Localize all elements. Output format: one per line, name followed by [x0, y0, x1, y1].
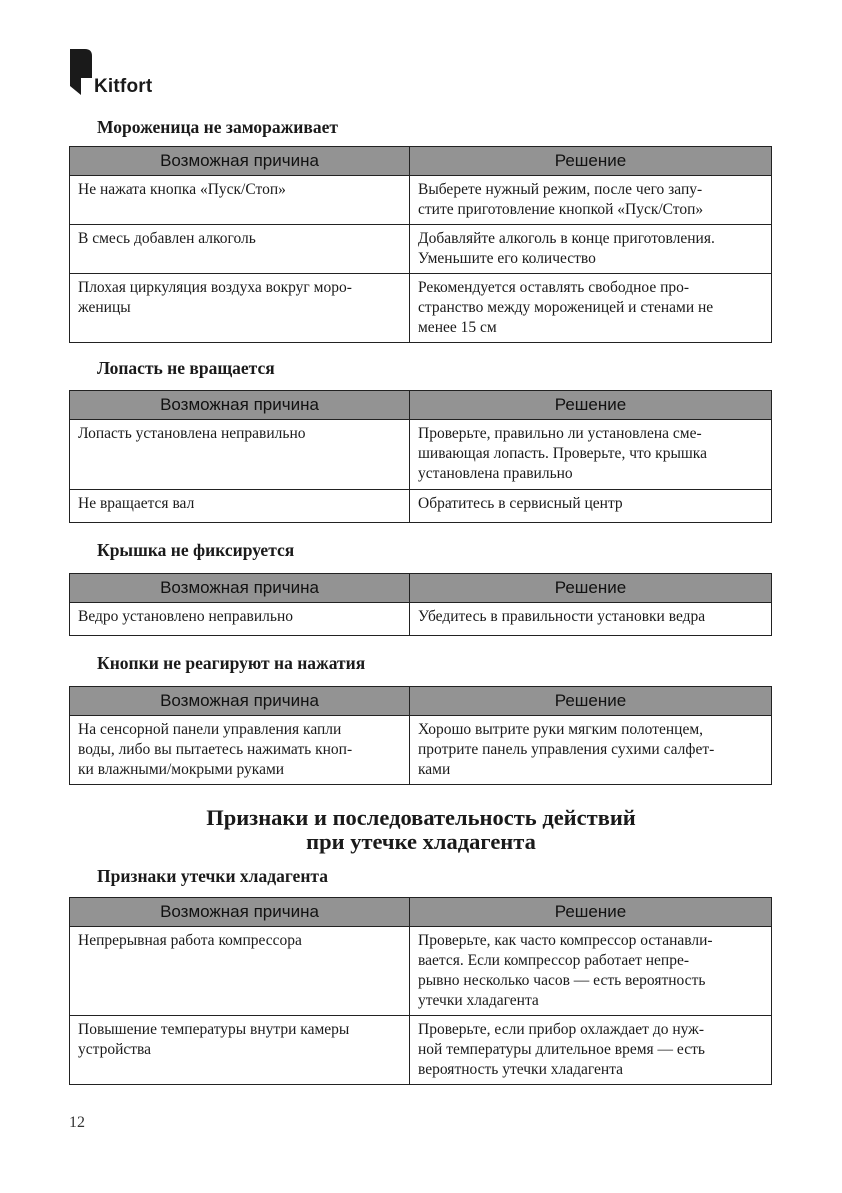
solution-cell: Хорошо вытрите руки мягким полотенцем, протрите панель управления сухими салфет- ками: [410, 716, 772, 785]
section-title: Признаки утечки хладагента: [97, 866, 328, 886]
column-header-cause: Возможная причина: [70, 687, 410, 716]
brand-name: Kitfort: [94, 76, 153, 97]
section-ice-cream-not-freezing: [69, 114, 771, 343]
page-number: 12: [69, 1114, 85, 1131]
table-header-row: [70, 147, 772, 176]
table-row: [70, 716, 772, 785]
cause-cell: Не вращается вал: [70, 490, 410, 523]
troubleshooting-table: [69, 146, 772, 343]
table-header-row: [70, 391, 772, 420]
section-lid-not-locking: [69, 537, 771, 636]
main-heading-line-2: при утечке хладагента: [306, 829, 536, 854]
table-row: [70, 1016, 772, 1085]
column-header-solution: Решение: [410, 574, 772, 603]
table-row: [70, 176, 772, 225]
column-header-cause: Возможная причина: [70, 147, 410, 176]
section-refrigerant-leak-signs: [69, 863, 771, 1085]
table-row: [70, 927, 772, 1016]
column-header-solution: Решение: [410, 147, 772, 176]
cause-cell: На сенсорной панели управления капли воды, либо вы пытаетесь нажимать кноп- ки влажными/мокрыми руками: [70, 716, 410, 785]
solution-cell: Проверьте, если прибор охлаждает до нуж- ной температуры длительное время — есть вероятность утечки хладагента: [410, 1016, 772, 1085]
table-row: [70, 274, 772, 343]
cause-cell: Повышение температуры внутри камеры устройства: [70, 1016, 410, 1085]
solution-cell: Убедитесь в правильности установки ведра: [410, 603, 772, 636]
column-header-cause: Возможная причина: [70, 898, 410, 927]
cause-cell: Лопасть установлена неправильно: [70, 420, 410, 490]
cause-cell: В смесь добавлен алкоголь: [70, 225, 410, 274]
solution-cell: Добавляйте алкоголь в конце приготовления. Уменьшите его количество: [410, 225, 772, 274]
solution-cell: Проверьте, правильно ли установлена сме- шивающая лопасть. Проверьте, что крышка установлена правильно: [410, 420, 772, 490]
solution-cell: Выберете нужный режим, после чего запу- стите приготовление кнопкой «Пуск/Стоп»: [410, 176, 772, 225]
cause-cell: Не нажата кнопка «Пуск/Стоп»: [70, 176, 410, 225]
table-header-row: [70, 574, 772, 603]
main-heading-line-1: Признаки и последовательность действий: [206, 805, 636, 830]
section-paddle-not-rotating: [69, 355, 771, 523]
table-header-row: [70, 898, 772, 927]
column-header-cause: Возможная причина: [70, 391, 410, 420]
table-row: [70, 420, 772, 490]
column-header-solution: Решение: [410, 391, 772, 420]
section-title: Лопасть не вращается: [97, 358, 275, 378]
section-buttons-not-responding: [69, 650, 771, 785]
kitfort-logo-mark-icon: [68, 48, 94, 98]
section-title: Мороженица не замораживает: [97, 117, 338, 137]
column-header-cause: Возможная причина: [70, 574, 410, 603]
cause-cell: Ведро установлено неправильно: [70, 603, 410, 636]
table-header-row: [70, 687, 772, 716]
solution-cell: Рекомендуется оставлять свободное про- странство между мороженицей и стенами не менее 15 см: [410, 274, 772, 343]
table-row: [70, 603, 772, 636]
section-title: Крышка не фиксируется: [97, 540, 295, 560]
troubleshooting-table: [69, 573, 772, 636]
troubleshooting-table: [69, 897, 772, 1085]
table-row: [70, 490, 772, 523]
section-title: Кнопки не реагируют на нажатия: [97, 653, 366, 673]
cause-cell: Непрерывная работа компрессора: [70, 927, 410, 1016]
troubleshooting-table: [69, 390, 772, 523]
column-header-solution: Решение: [410, 898, 772, 927]
table-row: [70, 225, 772, 274]
column-header-solution: Решение: [410, 687, 772, 716]
cause-cell: Плохая циркуляция воздуха вокруг моро- женицы: [70, 274, 410, 343]
solution-cell: Проверьте, как часто компрессор останавли- вается. Если компрессор работает непре- рывно несколько часов — есть вероятность утечки хладагента: [410, 927, 772, 1016]
main-heading: [0, 806, 842, 854]
solution-cell: Обратитесь в сервисный центр: [410, 490, 772, 523]
troubleshooting-table: [69, 686, 772, 785]
